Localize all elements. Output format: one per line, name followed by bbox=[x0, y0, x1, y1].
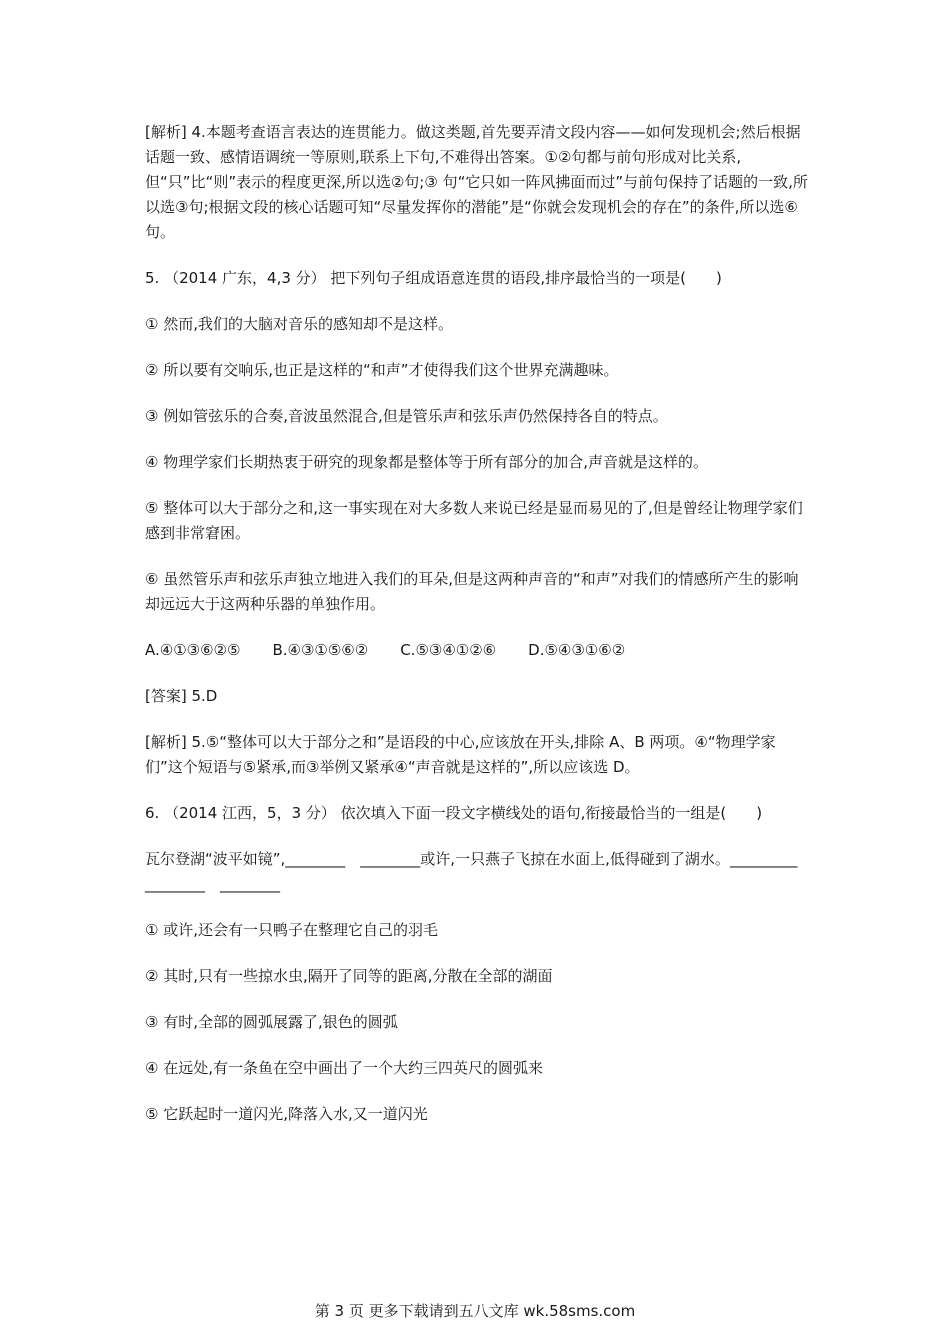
page-footer: 第 3 页 更多下载请到五八文库 wk.58sms.com bbox=[314, 1302, 636, 1320]
q6-passage: 瓦尔登湖“波平如镜”,________ ________或许,一只燕子飞掠在水面上,低得碰到了湖水。_________ ________ ________ bbox=[145, 850, 813, 893]
q5-option-a: A.④①③⑥②⑤ bbox=[145, 641, 241, 659]
q5-sentence-1: ① 然而,我们的大脑对音乐的感知却不是这样。 bbox=[145, 315, 453, 333]
q6-sentence-3: ③ 有时,全部的圆弧展露了,银色的圆弧 bbox=[145, 1013, 398, 1031]
q5-option-c: C.⑤③④①②⑥ bbox=[400, 641, 497, 659]
q5-option-d: D.⑤④③①⑥② bbox=[528, 641, 626, 659]
question-6-stem: 6. （2014 江西，5，3 分） 依次填入下面一段文字横线处的语句,衔接最恰当的一组是( ) bbox=[145, 804, 763, 822]
q5-sentence-2: ② 所以要有交响乐,也正是这样的“和声”才使得我们这个世界充满趣味。 bbox=[145, 361, 619, 379]
document-body bbox=[145, 120, 813, 1148]
analysis-4: [解析] 4.本题考查语言表达的连贯能力。做这类题,首先要弄清文段内容——如何发现机会;然后根据话题一致、感情语调统一等原则,联系上下句,不难得出答案。①②句都与前句形成对比关系,但“只”比“则”表示的程度更深,所以选②句;③ 句“它只如一阵风拂面而过”与前句保持了话题的一致,所以选③句;根据文段的核心话题可知“尽量发挥你的潜能”是“你就会发现机会的存在”的条件,所以选⑥句。 bbox=[145, 123, 808, 241]
q6-sentence-5: ⑤ 它跃起时一道闪光,降落入水,又一道闪光 bbox=[145, 1105, 428, 1123]
q5-sentence-5: ⑤ 整体可以大于部分之和,这一事实现在对大多数人来说已经是显而易见的了,但是曾经让物理学家们感到非常窘困。 bbox=[145, 499, 803, 542]
q5-sentence-6: ⑥ 虽然管乐声和弦乐声独立地进入我们的耳朵,但是这两种声音的“和声”对我们的情感所产生的影响却远远大于这两种乐器的单独作用。 bbox=[145, 570, 799, 613]
q5-answer: [答案] 5.D bbox=[145, 687, 218, 705]
q6-sentence-2: ② 其时,只有一些掠水虫,隔开了同等的距离,分散在全部的湖面 bbox=[145, 967, 553, 985]
q5-analysis: [解析] 5.⑤“整体可以大于部分之和”是语段的中心,应该放在开头,排除 A、B 两项。④“物理学家们”这个短语与⑤紧承,而③举例又紧承④“声音就是这样的”,所以应该选 D。 bbox=[145, 733, 776, 776]
q5-sentence-4: ④ 物理学家们长期热衷于研究的现象都是整体等于所有部分的加合,声音就是这样的。 bbox=[145, 453, 708, 471]
question-5-stem: 5. （2014 广东，4,3 分） 把下列句子组成语意连贯的语段,排序最恰当的一项是( ) bbox=[145, 269, 722, 287]
q6-sentence-1: ① 或许,还会有一只鸭子在整理它自己的羽毛 bbox=[145, 921, 438, 939]
q6-sentence-4: ④ 在远处,有一条鱼在空中画出了一个大约三四英尺的圆弧来 bbox=[145, 1059, 543, 1077]
q5-option-b: B.④③①⑤⑥② bbox=[272, 641, 369, 659]
q5-options bbox=[145, 638, 810, 663]
q5-sentence-3: ③ 例如管弦乐的合奏,音波虽然混合,但是管乐声和弦乐声仍然保持各自的特点。 bbox=[145, 407, 668, 425]
